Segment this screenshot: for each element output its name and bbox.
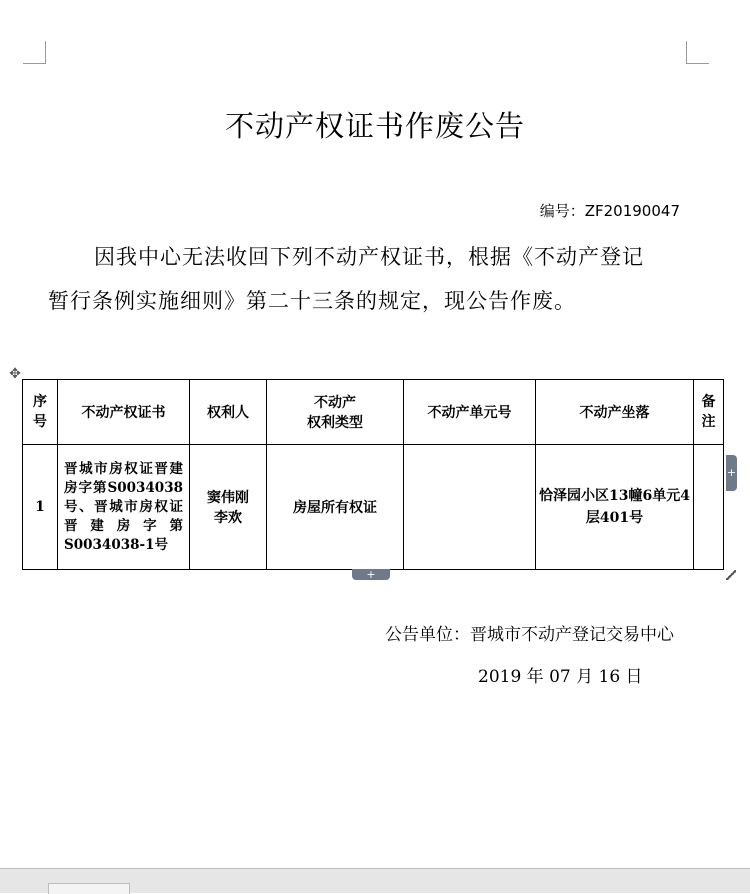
- header-right-type-line2: 权利类型: [307, 415, 363, 431]
- document-number: 编号：ZF20190047: [539, 202, 680, 220]
- cell-location: 恰泽园小区13幢6单元4层401号: [536, 445, 694, 570]
- table-move-icon[interactable]: ✥: [9, 366, 21, 382]
- body-line-2: 暂行条例实施细则》第二十三条的规定，现公告作废。: [48, 289, 576, 313]
- holder-name-1: 窦伟刚: [207, 490, 249, 506]
- issuing-unit: 公告单位：晋城市不动产登记交易中心: [385, 625, 674, 645]
- holder-name-2: 李欢: [214, 510, 242, 526]
- sheet-tab[interactable]: [48, 883, 130, 894]
- cell-unit-no: [404, 445, 536, 570]
- crop-mark-top-left: [23, 41, 46, 64]
- body-line-1: 因我中心无法收回下列不动产权证书，根据《不动产登记: [94, 245, 644, 269]
- add-column-icon[interactable]: +: [726, 455, 737, 491]
- table-row: [23, 445, 724, 570]
- header-location: 不动产坐落: [536, 380, 694, 445]
- header-holder: 权利人: [190, 380, 267, 445]
- document-title: 不动产权证书作废公告: [224, 109, 525, 143]
- certificate-table: [22, 379, 724, 570]
- cell-holder: [190, 445, 267, 570]
- cell-certificate: 晋城市房权证晋建房字第S0034038号、晋城市房权证晋建房字第S0034038-1号: [58, 445, 190, 570]
- header-right-type: [267, 380, 404, 445]
- table-header-row: [23, 380, 724, 445]
- add-row-icon[interactable]: +: [352, 569, 390, 580]
- announcement-date: 2019 年 07 月 16 日: [478, 667, 643, 687]
- cell-right-type: 房屋所有权证: [267, 445, 404, 570]
- cell-seq: 1: [23, 445, 58, 570]
- header-unit-no: 不动产单元号: [404, 380, 536, 445]
- crop-mark-top-right: [686, 41, 709, 64]
- header-right-type-line1: 不动产: [314, 395, 356, 411]
- header-remarks: 备注: [694, 380, 724, 445]
- announcement-body: [48, 235, 688, 323]
- header-seq: 序号: [23, 380, 58, 445]
- cell-remarks: [694, 445, 724, 570]
- status-bar: [0, 868, 750, 893]
- header-certificate: 不动产权证书: [58, 380, 190, 445]
- table-resize-icon[interactable]: [726, 570, 736, 580]
